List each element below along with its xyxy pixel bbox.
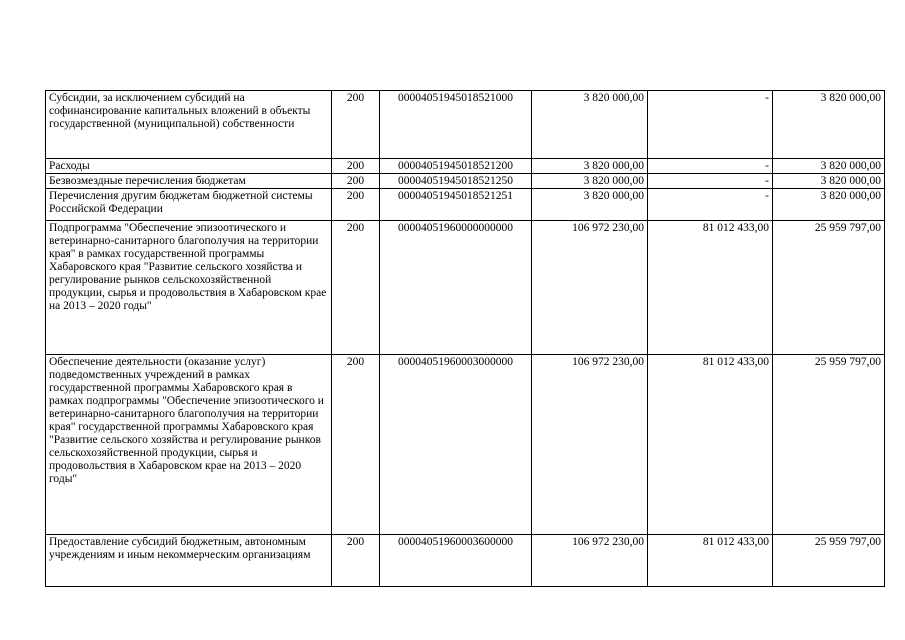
row-budget-code: 00004051960003000000 [380,355,532,535]
row-approved: 3 820 000,00 [532,174,648,189]
row-budget-code: 00004051945018521000 [380,91,532,159]
row-code: 200 [332,91,380,159]
row-remaining: 25 959 797,00 [773,355,885,535]
table-row [46,91,885,159]
row-remaining: 25 959 797,00 [773,535,885,587]
row-remaining: 3 820 000,00 [773,189,885,221]
row-name: Перечисления другим бюджетам бюджетной системы Российской Федерации [46,189,332,221]
row-executed: - [648,174,773,189]
row-executed: - [648,91,773,159]
row-budget-code: 00004051960003600000 [380,535,532,587]
row-code: 200 [332,174,380,189]
table-row [46,189,885,221]
row-code: 200 [332,535,380,587]
table-row [46,159,885,174]
row-name: Предоставление субсидий бюджетным, автономным учреждениям и иным некоммерческим организациям [46,535,332,587]
row-code: 200 [332,355,380,535]
row-name: Подпрограмма "Обеспечение эпизоотического и ветеринарно-санитарного благополучия на территории края" в рамках государственной программы Хабаровского края "Развитие сельского хозяйства и регулирование рынков сельскохозяйственной продукции, сырья и продовольствия в Хабаровском крае на 2013 – 2020 годы" [46,221,332,355]
row-approved: 106 972 230,00 [532,535,648,587]
row-approved: 3 820 000,00 [532,91,648,159]
table-row [46,221,885,355]
row-budget-code: 00004051960000000000 [380,221,532,355]
row-approved: 3 820 000,00 [532,159,648,174]
row-approved: 3 820 000,00 [532,189,648,221]
row-budget-code: 00004051945018521251 [380,189,532,221]
row-budget-code: 00004051945018521200 [380,159,532,174]
table-row [46,174,885,189]
row-executed: - [648,189,773,221]
row-code: 200 [332,159,380,174]
row-approved: 106 972 230,00 [532,355,648,535]
row-name: Субсидии, за исключением субсидий на софинансирование капитальных вложений в объекты государственной (муниципальной) собственности [46,91,332,159]
table-row [46,535,885,587]
row-executed: 81 012 433,00 [648,535,773,587]
row-executed: 81 012 433,00 [648,221,773,355]
budget-execution-table [45,90,885,587]
row-code: 200 [332,189,380,221]
row-remaining: 3 820 000,00 [773,174,885,189]
row-name: Обеспечение деятельности (оказание услуг) подведомственных учреждений в рамках государственной программы Хабаровского края в рамках подпрограммы "Обеспечение эпизоотического и ветеринарно-санитарного благополучия на территории края" государственной программы Хабаровского края "Развитие сельского хозяйства и регулирование рынков сельскохозяйственной продукции, сырья и продовольствия в Хабаровском крае на 2013 – 2020 годы" [46,355,332,535]
row-budget-code: 00004051945018521250 [380,174,532,189]
row-remaining: 3 820 000,00 [773,91,885,159]
row-remaining: 25 959 797,00 [773,221,885,355]
row-approved: 106 972 230,00 [532,221,648,355]
row-remaining: 3 820 000,00 [773,159,885,174]
row-code: 200 [332,221,380,355]
row-name: Расходы [46,159,332,174]
table-row [46,355,885,535]
row-name: Безвозмездные перечисления бюджетам [46,174,332,189]
row-executed: - [648,159,773,174]
row-executed: 81 012 433,00 [648,355,773,535]
